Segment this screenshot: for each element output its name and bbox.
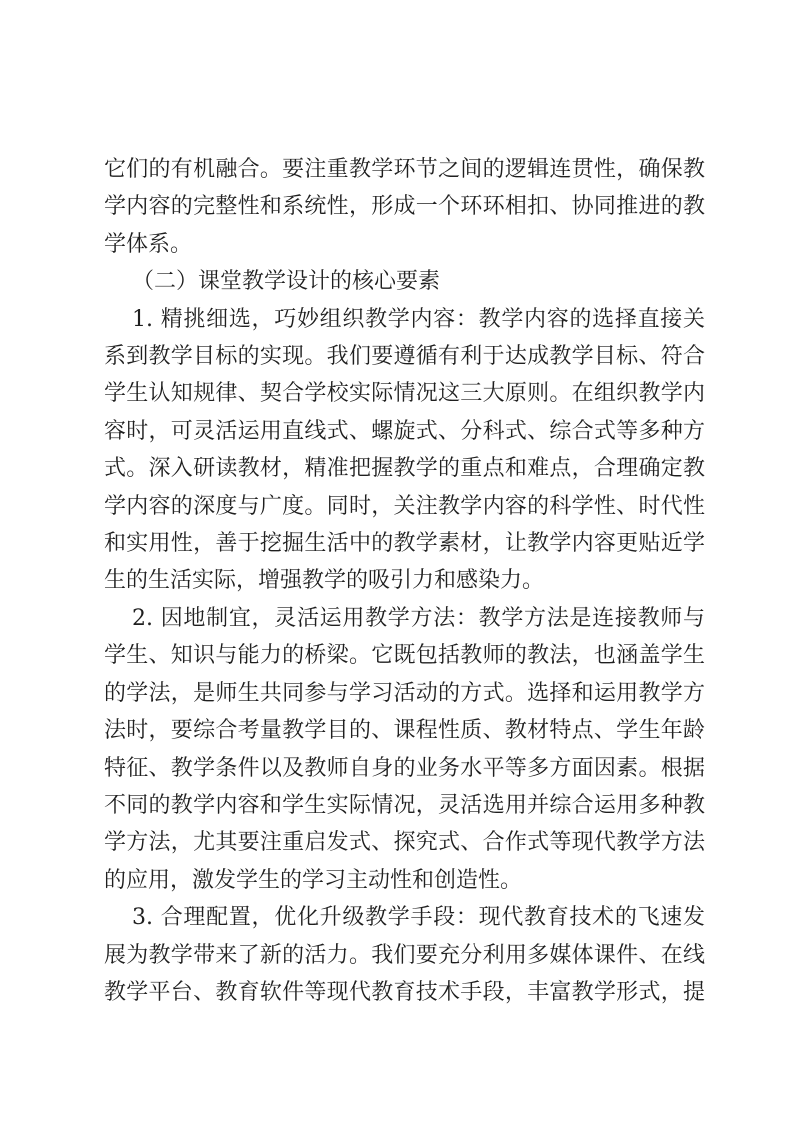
text-line: 教学平台、教育软件等现代教育技术手段，丰富教学形式，提 [104,979,705,1005]
text-line: 学内容的完整性和系统性，形成一个环环相扣、协同推进的教 [104,194,705,220]
text-line: 特征、教学条件以及教师自身的业务水平等多方面因素。根据 [104,755,705,781]
text-line: 2. 因地制宜，灵活运用教学方法：教学方法是连接教师与 [132,605,705,631]
text-line: 学内容的深度与广度。同时，关注教学内容的科学性、时代性 [104,493,705,519]
text-line: 法时，要综合考量教学目的、课程性质、教材特点、学生年龄 [104,718,705,744]
text-line: 的应用，激发学生的学习主动性和创造性。 [104,867,523,893]
text-line: 生的生活实际，增强教学的吸引力和感染力。 [104,568,545,594]
text-line: （二）课堂教学设计的核心要素 [132,269,441,295]
text-line: 式。深入研读教材，精准把握教学的重点和难点，合理确定教 [104,456,705,482]
text-line: 不同的教学内容和学生实际情况，灵活选用并综合运用多种教 [104,792,705,818]
text-line: 的学法，是师生共同参与学习活动的方式。选择和运用教学方 [104,680,705,706]
text-line: 学生认知规律、契合学校实际情况这三大原则。在组织教学内 [104,381,705,407]
text-line: 和实用性，善于挖掘生活中的教学素材，让教学内容更贴近学 [104,531,705,557]
text-line: 容时，可灵活运用直线式、螺旋式、分科式、综合式等多种方 [104,418,705,444]
text-line: 系到教学目标的实现。我们要遵循有利于达成教学目标、符合 [104,344,705,370]
text-line: 1. 精挑细选，巧妙组织教学内容：教学内容的选择直接关 [132,306,705,332]
text-line: 展为教学带来了新的活力。我们要充分利用多媒体课件、在线 [104,942,705,968]
document-body [104,151,705,1011]
text-line: 学体系。 [104,231,193,257]
text-line: 它们的有机融合。要注重教学环节之间的逻辑连贯性，确保教 [104,157,705,182]
text-line: 学生、知识与能力的桥梁。它既包括教师的教法，也涵盖学生 [104,643,705,669]
text-line: 学方法，尤其要注重启发式、探究式、合作式等现代教学方法 [104,830,705,856]
text-line: 3. 合理配置，优化升级教学手段：现代教育技术的飞速发 [132,905,705,931]
